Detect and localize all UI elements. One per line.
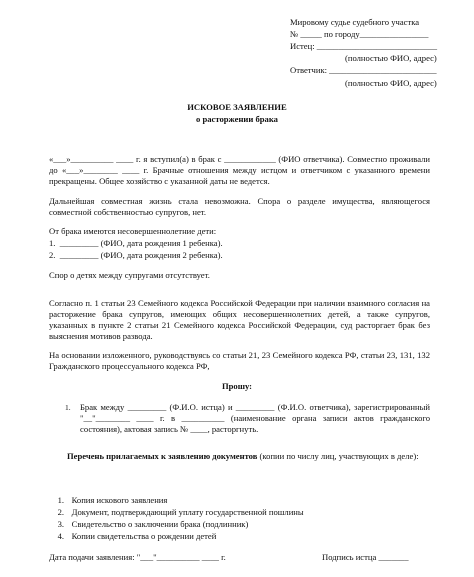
paragraph-basis: На основании изложенного, руководствуясь со статьи 21, 23 Семейного кодекса РФ, статьи 23, 131, 132 Гражданского процессуального кодекса РФ, (49, 350, 430, 371)
child-2: 2. _________ (ФИО, дата рождения 2 ребенка). (49, 250, 223, 260)
attachment-number: 3. (57, 519, 65, 529)
attachment-number: 4. (57, 531, 65, 541)
header-defendant-hint: (полностью ФИО, адрес) (345, 78, 437, 88)
request-item-text: Брак между _________ (Ф.И.О. истца) и _________ (Ф.И.О. ответчика), зарегистрированный "__"________ ____ г. в __________ (наименование органа записи актов гражданского состояния), актовая запись № ____, расторгнуть. (80, 402, 430, 434)
header-plaintiff-hint: (полностью ФИО, адрес) (345, 53, 437, 63)
header-plaintiff: Истец: ____________________________ (290, 41, 438, 51)
attachment-text: Копии свидетельства о рождении детей (71, 531, 217, 541)
attachment-text: Копия искового заявления (71, 495, 168, 505)
attachment-item (49, 520, 216, 553)
filing-date: Дата подачи заявления: "___"__________ ____ г. (49, 552, 226, 562)
attachments-heading-rest: (копии по числу лиц, участвующих в деле): (257, 451, 419, 461)
request-item-number: 1. (65, 403, 71, 412)
paragraph-no-dispute: Спор о детях между супругами отсутствует. (49, 270, 210, 280)
attachments-heading-bold: Перечень прилагаемых к заявлению документов (67, 451, 258, 461)
request-heading: Прошу: (221, 381, 253, 391)
header-defendant: Ответчик: _________________________ (290, 65, 437, 75)
paragraph-law: Согласно п. 1 статьи 23 Семейного кодекса Российской Федерации при наличии взаимного согласия на расторжение брака супругов, имеющих общих несовершеннолетних детей, а также супругов, указанных в пункте 2 статьи 21 Семейного кодекса Российской Федерации, суд расторгает брак без выяснения мотивов развода. (49, 298, 430, 341)
children-intro: От брака имеются несовершеннолетние дети: (49, 226, 217, 236)
attachment-text: Свидетельство о заключении брака (подлинник) (71, 519, 249, 529)
document-title: ИСКОВОЕ ЗАЯВЛЕНИЕ (187, 102, 287, 112)
paragraph-life: Дальнейшая совместная жизнь стала невозможна. Спора о разделе имущества, являющегося совместной собственностью супругов, нет. (49, 196, 430, 217)
document-subtitle: о расторжении брака (196, 114, 278, 124)
attachment-text: Документ, подтверждающий уплату государственной пошлины (71, 507, 304, 517)
paragraph-marriage: «___»__________ ____ г. я вступил(а) в брак с ____________ (ФИО ответчика). Совместно проживали до «___»________ ____ г. Брачные отношения между истцом и ответчиком с указанного времени прекращены. Общее хозяйство с указанной даты не ведется. (49, 154, 430, 186)
plaintiff-signature: Подпись истца _______ (322, 552, 409, 562)
attachments-heading (49, 451, 434, 462)
attachment-number: 2. (57, 507, 65, 517)
attachment-number: 1. (57, 495, 65, 505)
header-court-number: № _____ по городу________________ (290, 29, 429, 39)
child-1: 1. _________ (ФИО, дата рождения 1 ребенка). (49, 238, 223, 248)
header-court: Мировому судье судебного участка (290, 17, 420, 27)
